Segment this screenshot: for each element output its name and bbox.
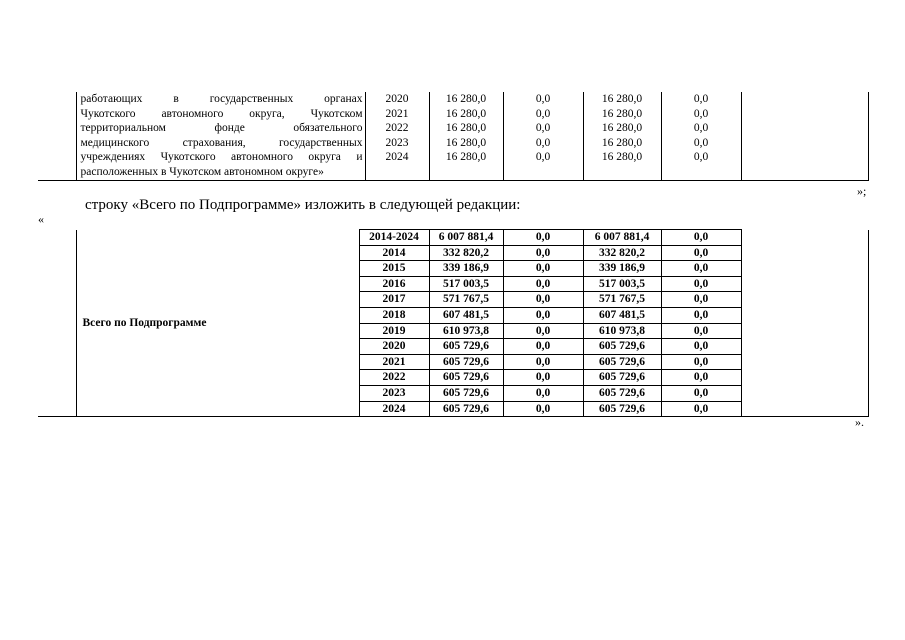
- value-cell: 0,0: [535, 151, 551, 164]
- subprogram-total-table: [38, 229, 869, 417]
- year-cell: 2016: [359, 276, 429, 292]
- value-cell: 0,0: [503, 292, 583, 308]
- program-table-fragment: [38, 92, 869, 181]
- value-cell: 6 007 881,4: [429, 230, 503, 246]
- value-cell: 605 729,6: [429, 401, 503, 417]
- c4-column: [583, 92, 661, 180]
- opening-quote: «: [38, 212, 44, 226]
- value-cell: 605 729,6: [429, 385, 503, 401]
- instruction-text: строку «Всего по Подпрограмме» изложить в следующей редакции:: [85, 197, 521, 213]
- value-cell: 0,0: [661, 323, 741, 339]
- value-cell: 0,0: [503, 245, 583, 261]
- closing-quote: »;: [857, 184, 867, 198]
- value-cell: 0,0: [661, 230, 741, 246]
- year-column: [365, 92, 429, 180]
- value-cell: 0,0: [661, 276, 741, 292]
- table-row: [38, 230, 868, 246]
- year-cell: 2021: [385, 107, 409, 120]
- description-line: медицинского страхования, государственных: [80, 136, 363, 149]
- empty-cell: [741, 92, 868, 180]
- description-line: Чукотского автономного округа, Чукотском: [80, 107, 363, 120]
- value-cell: 0,0: [661, 401, 741, 417]
- value-cell: 0,0: [535, 136, 551, 149]
- closing-quote: ».: [855, 415, 864, 429]
- description-line: расположенных в Чукотском автономном округе»: [80, 165, 324, 178]
- value-cell: 0,0: [661, 385, 741, 401]
- value-cell: 571 767,5: [429, 292, 503, 308]
- value-cell: 16 280,0: [445, 136, 487, 149]
- value-cell: 605 729,6: [429, 354, 503, 370]
- description-line: учреждениях Чукотского автономного округа и: [80, 151, 363, 164]
- value-cell: 610 973,8: [429, 323, 503, 339]
- year-cell: 2024: [359, 401, 429, 417]
- value-cell: 0,0: [693, 107, 709, 120]
- value-cell: 16 280,0: [601, 136, 643, 149]
- year-cell: 2017: [359, 292, 429, 308]
- year-cell: 2015: [359, 261, 429, 277]
- empty-cell: [741, 230, 868, 417]
- value-cell: 0,0: [503, 230, 583, 246]
- empty-cell: [38, 230, 76, 417]
- value-cell: 605 729,6: [429, 370, 503, 386]
- value-cell: 0,0: [661, 245, 741, 261]
- value-cell: 0,0: [661, 292, 741, 308]
- value-cell: 332 820,2: [429, 245, 503, 261]
- value-cell: 607 481,5: [583, 307, 661, 323]
- value-cell: 0,0: [503, 370, 583, 386]
- total-label-cell: Всего по Подпрограмме: [76, 230, 359, 417]
- value-cell: 0,0: [503, 401, 583, 417]
- year-cell: 2022: [385, 122, 409, 135]
- value-cell: 605 729,6: [583, 401, 661, 417]
- value-cell: 0,0: [503, 339, 583, 355]
- value-cell: 0,0: [535, 93, 551, 105]
- value-cell: 6 007 881,4: [583, 230, 661, 246]
- value-cell: 605 729,6: [583, 385, 661, 401]
- year-cell: 2014: [359, 245, 429, 261]
- value-cell: 16 280,0: [601, 107, 643, 120]
- year-cell: 2023: [385, 136, 409, 149]
- value-cell: 0,0: [661, 339, 741, 355]
- c3-column: [503, 92, 583, 180]
- value-cell: 0,0: [693, 122, 709, 135]
- c5-column: [661, 92, 741, 180]
- value-cell: 0,0: [693, 136, 709, 149]
- value-cell: 339 186,9: [429, 261, 503, 277]
- year-cell: 2018: [359, 307, 429, 323]
- value-cell: 0,0: [535, 122, 551, 135]
- year-cell: 2014-2024: [359, 230, 429, 246]
- value-cell: 605 729,6: [583, 339, 661, 355]
- value-cell: 605 729,6: [583, 354, 661, 370]
- value-cell: 571 767,5: [583, 292, 661, 308]
- year-cell: 2020: [359, 339, 429, 355]
- empty-cell: [38, 92, 76, 180]
- table-row: [38, 92, 868, 180]
- value-cell: 0,0: [661, 307, 741, 323]
- value-cell: 0,0: [503, 276, 583, 292]
- value-cell: 605 729,6: [429, 339, 503, 355]
- year-cell: 2020: [385, 93, 409, 105]
- value-cell: 0,0: [503, 385, 583, 401]
- value-cell: 16 280,0: [601, 122, 643, 135]
- year-cell: 2021: [359, 354, 429, 370]
- total-column: [429, 92, 503, 180]
- year-cell: 2022: [359, 370, 429, 386]
- year-cell: 2019: [359, 323, 429, 339]
- value-cell: 16 280,0: [445, 93, 487, 105]
- value-cell: 607 481,5: [429, 307, 503, 323]
- year-cell: 2023: [359, 385, 429, 401]
- value-cell: 16 280,0: [445, 151, 487, 164]
- value-cell: 0,0: [503, 354, 583, 370]
- value-cell: 0,0: [661, 261, 741, 277]
- value-cell: 0,0: [503, 307, 583, 323]
- value-cell: 0,0: [535, 107, 551, 120]
- value-cell: 332 820,2: [583, 245, 661, 261]
- description-cell: [76, 92, 365, 180]
- description-line: работающих в государственных органах: [80, 93, 363, 105]
- value-cell: 517 003,5: [429, 276, 503, 292]
- year-cell: 2024: [385, 151, 409, 164]
- value-cell: 517 003,5: [583, 276, 661, 292]
- value-cell: 16 280,0: [601, 151, 643, 164]
- value-cell: 0,0: [693, 151, 709, 164]
- value-cell: 0,0: [503, 323, 583, 339]
- value-cell: 610 973,8: [583, 323, 661, 339]
- value-cell: 0,0: [661, 370, 741, 386]
- value-cell: 0,0: [693, 93, 709, 105]
- value-cell: 16 280,0: [445, 107, 487, 120]
- value-cell: 339 186,9: [583, 261, 661, 277]
- value-cell: 16 280,0: [601, 93, 643, 105]
- value-cell: 0,0: [503, 261, 583, 277]
- value-cell: 16 280,0: [445, 122, 487, 135]
- description-line: территориальном фонде обязательного: [80, 122, 363, 135]
- value-cell: 605 729,6: [583, 370, 661, 386]
- value-cell: 0,0: [661, 354, 741, 370]
